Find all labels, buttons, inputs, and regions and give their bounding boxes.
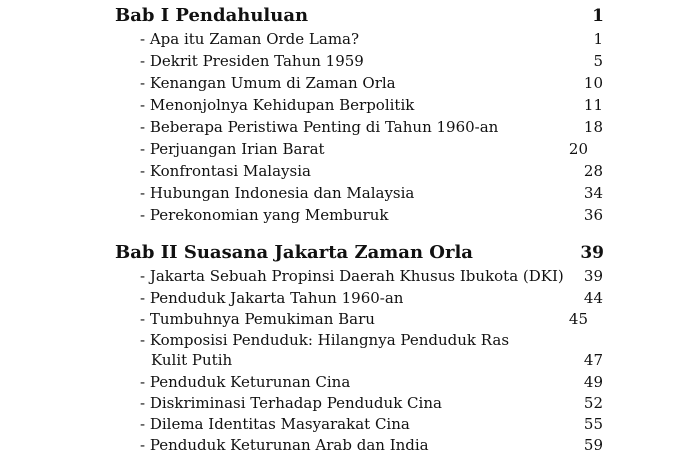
toc-page-number: 52 [583, 394, 603, 412]
toc-entry: - Apa itu Zaman Orde Lama? [140, 30, 360, 48]
toc-entry: - Perekonomian yang Memburuk [140, 206, 389, 224]
toc-entry: - Dekrit Presiden Tahun 1959 [140, 52, 364, 70]
toc-page-number: 36 [583, 206, 603, 224]
toc-entry: - Penduduk Keturunan Cina [140, 373, 351, 391]
toc-entry: - Perjuangan Irian Barat [140, 140, 325, 158]
toc-page-number: 34 [583, 184, 603, 202]
chapter-1-title: Bab I Pendahuluan [115, 5, 309, 26]
toc-page-number: 45 [568, 310, 588, 328]
toc-entry: - Konfrontasi Malaysia [140, 162, 311, 180]
toc-entry: - Tumbuhnya Pemukiman Baru [140, 310, 375, 328]
toc-entry: - Penduduk Keturunan Arab dan India [140, 436, 429, 454]
toc-entry: - Dilema Identitas Masyarakat Cina [140, 415, 410, 433]
toc-page-number: 10 [583, 74, 603, 92]
toc-entry: - Kenangan Umum di Zaman Orla [140, 74, 396, 92]
chapter-2-title: Bab II Suasana Jakarta Zaman Orla [115, 242, 473, 263]
toc-entry: - Diskriminasi Terhadap Penduduk Cina [140, 394, 442, 412]
toc-entry: - Menonjolnya Kehidupan Berpolitik [140, 96, 415, 114]
toc-page-number: 39 [583, 267, 603, 285]
toc-page-number: 59 [583, 436, 603, 454]
toc-entry: - Jakarta Sebuah Propinsi Daerah Khusus Ibukota (DKI) [140, 267, 564, 285]
toc-page-number: 11 [583, 96, 603, 114]
toc-page-number: 5 [593, 52, 603, 70]
toc-page-number: 28 [583, 162, 603, 180]
toc-entry: - Hubungan Indonesia dan Malaysia [140, 184, 415, 202]
toc-page-number: 1 [593, 30, 603, 48]
toc-entry: - Beberapa Peristiwa Penting di Tahun 1960-an [140, 118, 499, 136]
toc-page-number: 44 [583, 289, 603, 307]
toc-entry: - Penduduk Jakarta Tahun 1960-an [140, 289, 404, 307]
chapter-2-page: 39 [580, 243, 604, 263]
toc-page-number: 49 [583, 373, 603, 391]
toc-entry: - Komposisi Penduduk: Hilangnya Penduduk Ras [140, 331, 510, 349]
toc-page-number: 20 [568, 140, 588, 158]
chapter-1-page: 1 [592, 6, 604, 26]
toc-entry-continuation: Kulit Putih [151, 351, 233, 369]
toc-page-number: 47 [583, 351, 603, 369]
toc-page-number: 55 [583, 415, 603, 433]
toc-page-number: 18 [583, 118, 603, 136]
